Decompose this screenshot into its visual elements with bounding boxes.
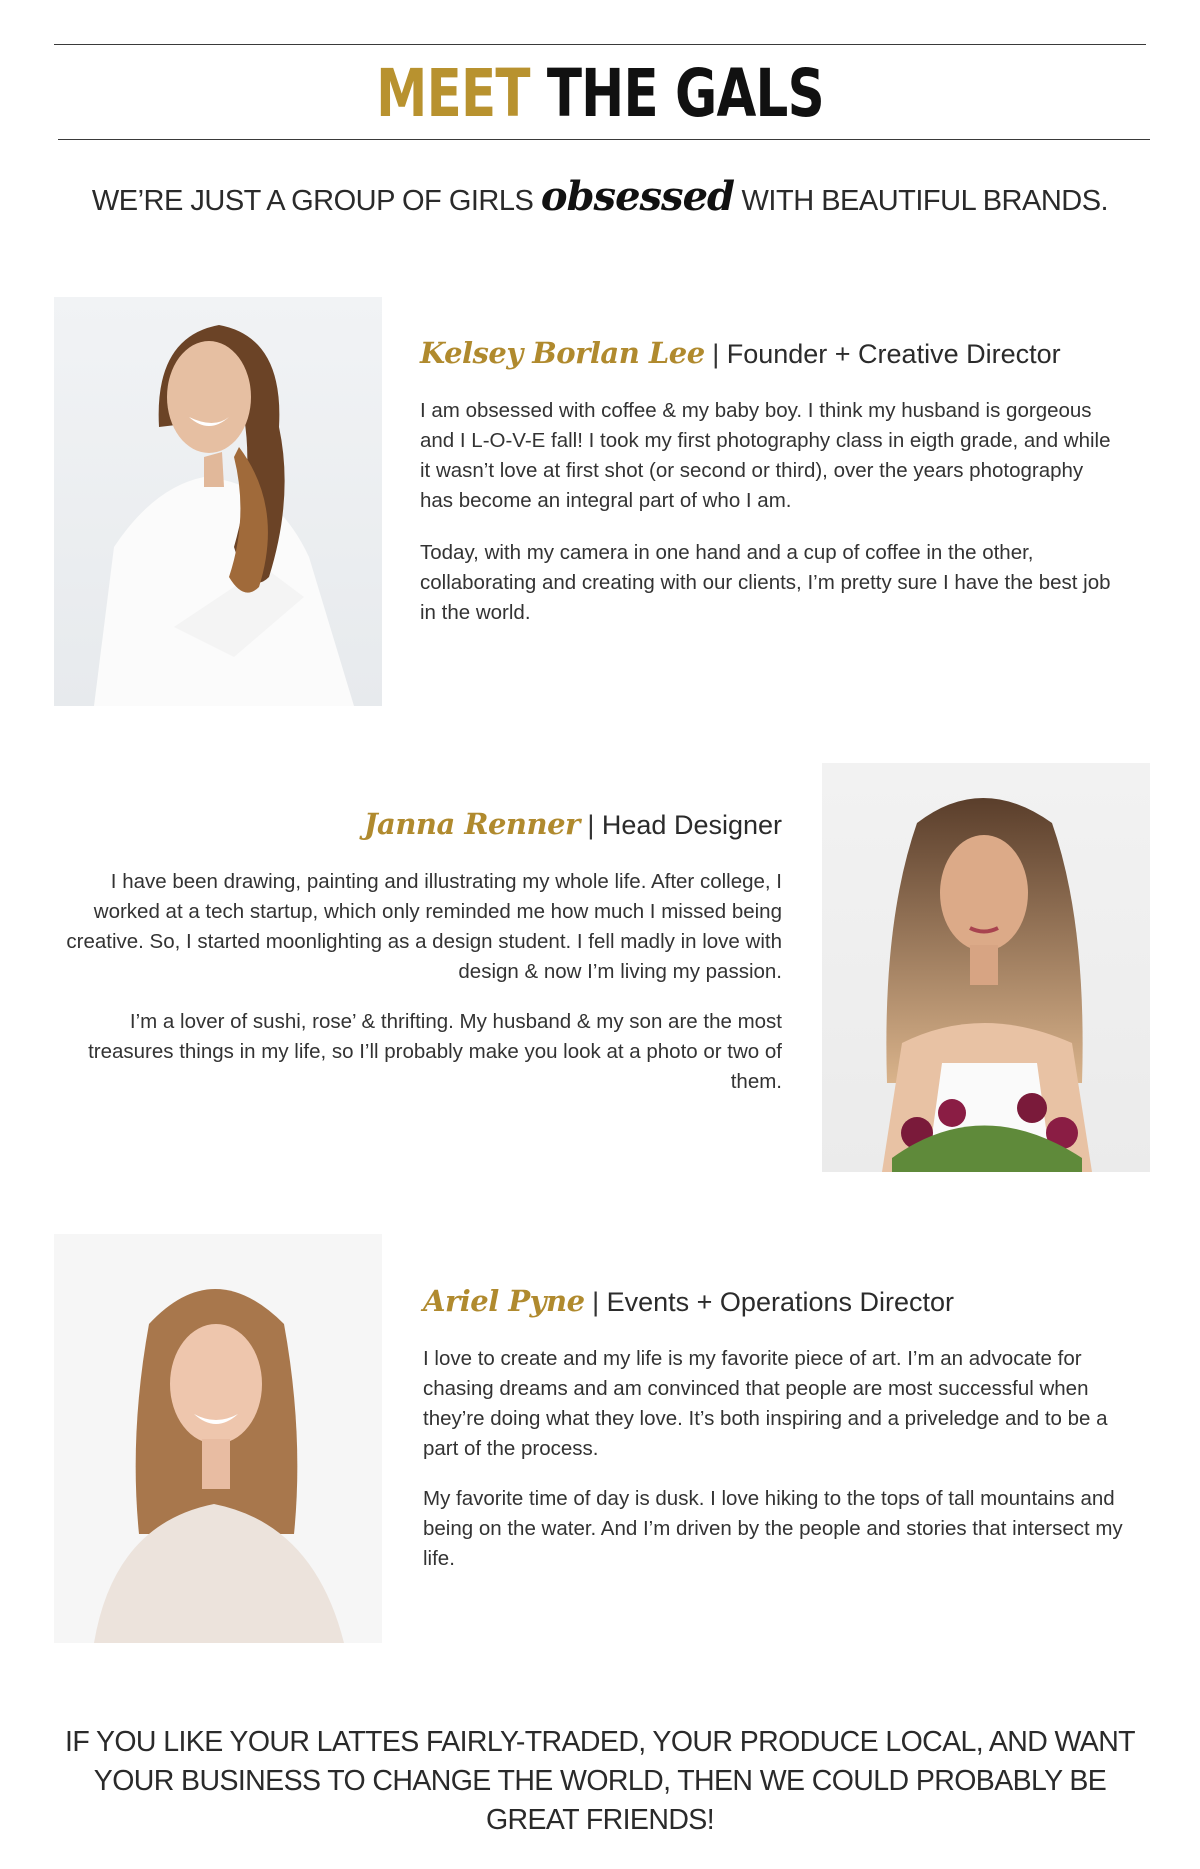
portrait-janna (822, 763, 1150, 1172)
name-separator: | (587, 810, 595, 840)
member-role: Head Designer (601, 810, 782, 840)
tagline-before: WE’RE JUST A GROUP OF GIRLS (91, 185, 534, 217)
member-name: Ariel Pyne (423, 1284, 585, 1318)
page-title (132, 54, 1068, 134)
bio-paragraph: My favorite time of day is dusk. I love hiking to the tops of tall mountains and being on the water. And I’m driven by the people and stories that intersect my life. (423, 1487, 1123, 1570)
bio-heading (420, 333, 1120, 374)
portrait-ariel (54, 1234, 382, 1643)
title-gold-word: MEET (376, 55, 530, 132)
name-separator: | (592, 1287, 600, 1317)
member-name: Janna Renner (363, 807, 580, 841)
portrait-kelsey (54, 297, 382, 706)
top-divider (54, 44, 1146, 45)
member-name: Kelsey Borlan Lee (420, 336, 705, 370)
name-separator: | (712, 339, 720, 369)
bio-paragraph: I am obsessed with coffee & my baby boy. I think my husband is gorgeous and I L-O-V-E fall! I took my first photography class in eigth grade, and while it wasn’t love at first shot (or second or third), over the years photography has become an integral part of who I am. (420, 399, 1111, 512)
bio-kelsey (420, 333, 1120, 650)
member-role: Events + Operations Director (606, 1287, 955, 1317)
member-role: Founder + Creative Director (726, 339, 1061, 369)
tagline-after: WITH BEAUTIFUL BRANDS. (741, 185, 1109, 217)
bio-heading (423, 1281, 1135, 1322)
bio-paragraph: Today, with my camera in one hand and a cup of coffee in the other, collaborating and creating with our clients, I’m pretty sure I have the best job in the world. (420, 541, 1111, 624)
bio-heading (64, 804, 782, 845)
bio-paragraph: I’m a lover of sushi, rose’ & thrifting. My husband & my son are the most treasures things in my life, so I’ll probably make you look at a photo or two of them. (88, 1010, 782, 1093)
closing-statement: IF YOU LIKE YOUR LATTES FAIRLY-TRADED, YOUR PRODUCE LOCAL, AND WANT YOUR BUSINESS TO CHANGE THE WORLD, THEN WE COULD PROBABLY BE GREAT FRIENDS! (65, 1726, 1135, 1836)
bio-janna (64, 804, 782, 1117)
tagline (0, 172, 1200, 226)
bio-paragraph: I love to create and my life is my favorite piece of art. I’m an advocate for chasing dreams and am convinced that people are most successful when they’re doing what they love. It’s both inspiring and a priveledge and to be a part of the process. (423, 1347, 1108, 1460)
tagline-script-word: obsessed (540, 173, 734, 220)
bio-ariel (423, 1281, 1135, 1594)
bottom-divider (58, 139, 1150, 140)
title-dark-words: THE GALS (546, 55, 824, 132)
bio-paragraph: I have been drawing, painting and illustrating my whole life. After college, I worked at a tech startup, which only reminded me how much I missed being creative. So, I started moonlighting as a design student. I fell madly in love with design & now I’m living my passion. (66, 870, 782, 983)
